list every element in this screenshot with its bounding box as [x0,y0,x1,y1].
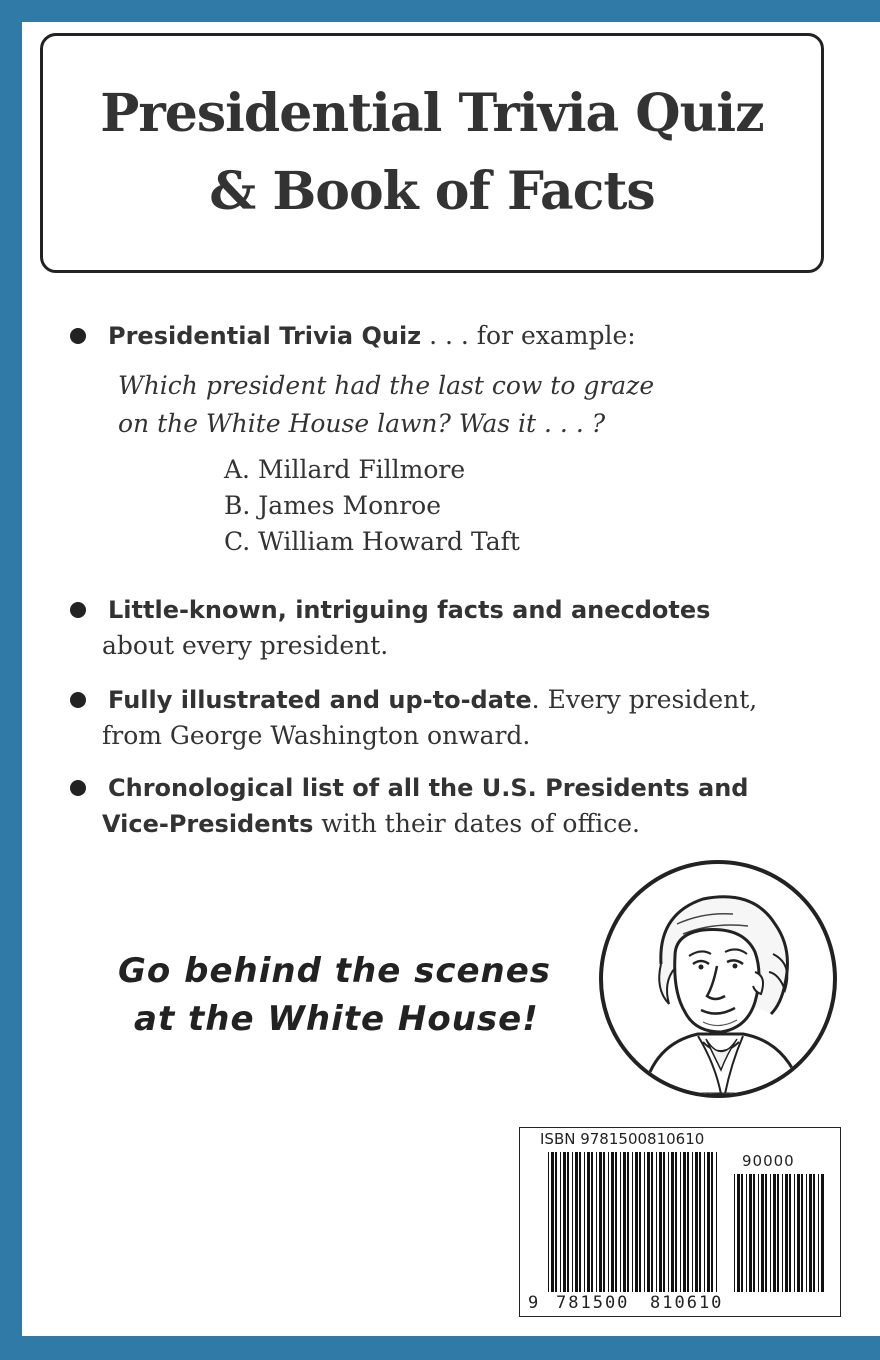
bullet-facts-bold: Little-known, intriguing facts and anecdotes [108,596,711,624]
bullet-chronological-cont [102,806,640,842]
quiz-question-line-1: Which president had the last cow to graze [118,371,655,400]
tagline [118,947,578,1043]
bullet-dot-icon [70,328,86,344]
quiz-answer-c: C. William Howard Taft [224,527,520,556]
barcode-digits-group-2: 810610 [650,1293,724,1313]
bullet-quiz-bold: Presidential Trivia Quiz [108,322,422,350]
bullet-dot-icon [70,692,86,708]
tagline-line-1: Go behind the scenes [118,951,552,991]
title-line-1: Presidential Trivia Quiz [100,83,764,144]
george-washington-portrait-icon [599,860,837,1098]
isbn-label: ISBN 9781500810610 [540,1130,705,1148]
tagline-line-2: at the White House! [134,999,539,1039]
bullet-quiz-text: . . . for example: [421,321,636,350]
barcode [519,1127,841,1317]
bullet-dot-icon [70,602,86,618]
back-cover [22,22,880,1336]
bullet-illustrated-cont: from George Washington onward. [102,721,531,750]
quiz-question-line-2: on the White House lawn? Was it . . . ? [118,409,606,438]
title-box [40,33,824,273]
bullet-illustrated [70,682,757,718]
barcode-bars-icon [520,1128,842,1318]
bullet-chronological-cont-bold: Vice-Presidents [102,810,314,838]
price-code: 90000 [742,1152,795,1170]
bullet-illustrated-bold: Fully illustrated and up-to-date [108,686,532,714]
bullet-quiz [70,318,636,354]
quiz-answer-b: B. James Monroe [224,491,442,520]
bullet-chronological-bold: Chronological list of all the U.S. Presidents and [108,774,749,802]
title-line-2: & Book of Facts [209,161,655,222]
quiz-question [118,367,758,443]
bullet-facts-cont: about every president. [102,631,389,660]
barcode-digit-first: 9 [528,1293,539,1313]
bullet-chronological [70,770,748,806]
barcode-digits-group-1: 781500 [556,1293,630,1313]
quiz-answer-a: A. Millard Fillmore [224,455,466,484]
bullet-chronological-cont-text: with their dates of office. [313,809,640,838]
bullet-facts [70,592,710,628]
quiz-answers [224,452,520,560]
bullet-dot-icon [70,780,86,796]
bullet-illustrated-text: . Every president, [531,685,758,714]
